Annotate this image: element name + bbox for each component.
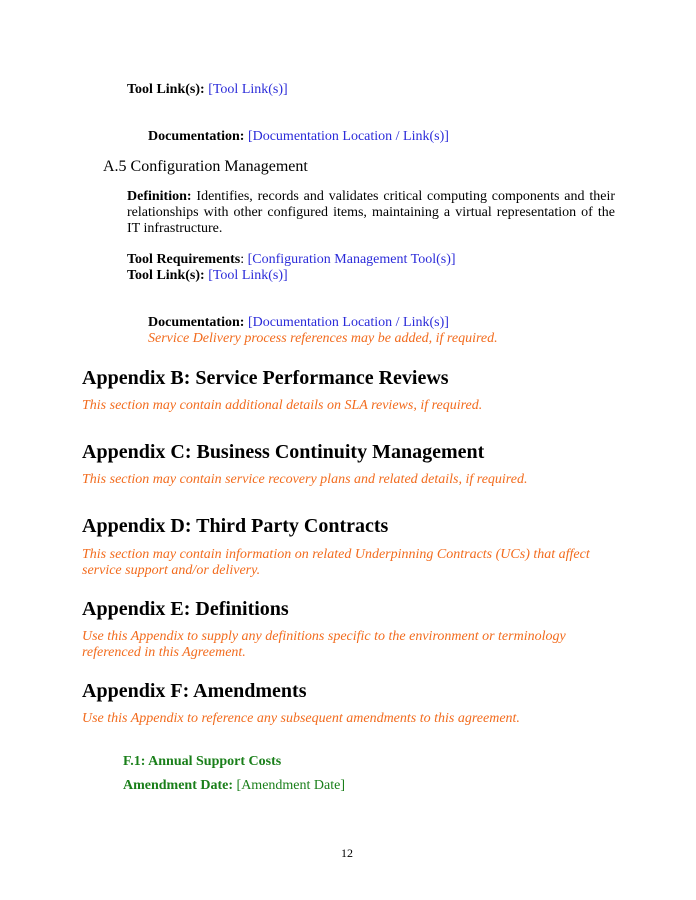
appendix-e-note-line1: Use this Appendix to supply any definitions specific to the environment or terminology <box>82 629 566 644</box>
section-heading-a5: A.5 Configuration Management <box>103 158 308 175</box>
documentation-value[interactable]: [Documentation Location / Link(s)] <box>247 129 449 144</box>
tool-requirements-label: Tool Requirements <box>127 252 241 267</box>
appendix-c-note: This section may contain service recovery plans and related details, if required. <box>82 472 528 487</box>
appendix-b-title: Appendix B: Service Performance Reviews <box>82 367 449 389</box>
tool-requirements-value[interactable]: [Configuration Management Tool(s)] <box>247 252 456 267</box>
documentation-line <box>148 315 449 331</box>
amendment-date-line <box>123 778 345 794</box>
appendix-d-note-line1: This section may contain information on related Underpinning Contracts (UCs) that affect <box>82 547 590 562</box>
documentation-label: Documentation: <box>148 129 245 144</box>
documentation-label: Documentation: <box>148 315 245 330</box>
appendix-d-note-line2: service support and/or delivery. <box>82 563 261 578</box>
appendix-c-title: Appendix C: Business Continuity Management <box>82 441 485 463</box>
definition-paragraph <box>127 189 615 237</box>
tool-requirements-line: Tool Requirements: [Configuration Management Tool(s)] <box>127 252 456 267</box>
appendix-d-title: Appendix D: Third Party Contracts <box>82 515 389 537</box>
appendix-e-title: Appendix E: Definitions <box>82 598 289 620</box>
appendix-e-note-line2: referenced in this Agreement. <box>82 645 246 660</box>
tool-links-line <box>127 268 288 284</box>
definition-text: Identifies, records and validates critical computing components and their relationships with other configured items, maintaining a virtual representation of the IT infrastructure. <box>127 189 616 236</box>
appendix-b-note: This section may contain additional details on SLA reviews, if required. <box>82 398 483 413</box>
appendix-f-title: Appendix F: Amendments <box>82 680 307 702</box>
tool-links-value[interactable]: [Tool Link(s)] <box>208 268 288 283</box>
documentation-line <box>148 129 449 145</box>
definition-label: Definition: <box>127 189 192 204</box>
service-delivery-note: Service Delivery process references may be added, if required. <box>148 331 498 346</box>
tool-links-line <box>127 82 288 98</box>
amendment-date-label: Amendment Date: <box>123 778 234 793</box>
tool-links-label: Tool Link(s): <box>127 268 205 283</box>
documentation-value[interactable]: [Documentation Location / Link(s)] <box>247 315 449 330</box>
f1-heading: F.1: Annual Support Costs <box>123 754 282 769</box>
page-number: 12 <box>341 846 353 860</box>
tool-links-label: Tool Link(s): <box>127 82 205 97</box>
tool-links-value[interactable]: [Tool Link(s)] <box>208 82 288 97</box>
appendix-f-note: Use this Appendix to reference any subsequent amendments to this agreement. <box>82 711 520 726</box>
amendment-date-value: [Amendment Date] <box>236 778 345 793</box>
